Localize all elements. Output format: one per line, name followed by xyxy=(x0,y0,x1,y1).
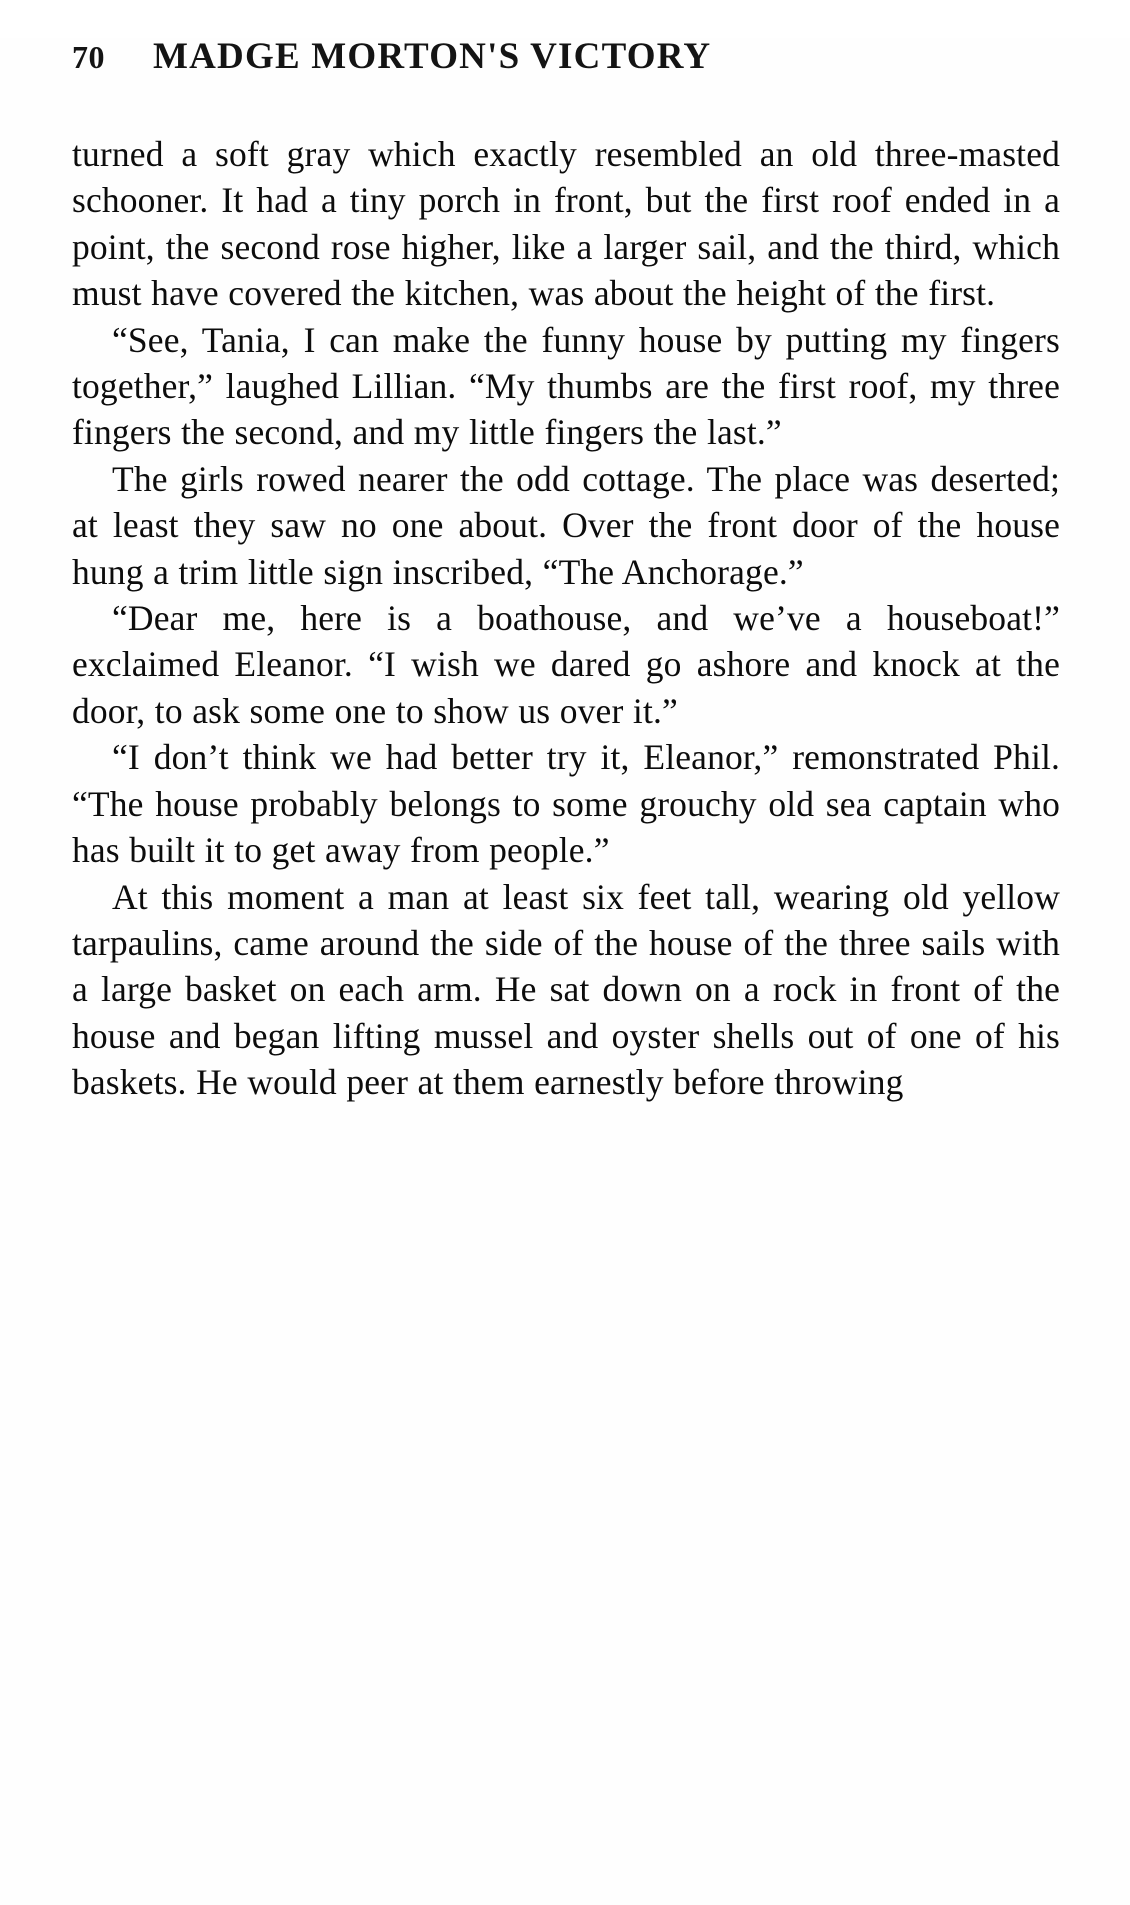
paragraph: At this moment a man at least six feet tall, wearing old yellow tarpaulins, came around the side of the house of the three sails with a large basket on each arm. He sat down on a rock in front of the house and began lifting mussel and oyster shells out of one of his baskets. He would peer at them earnestly before throwing xyxy=(72,876,1060,1103)
running-head-title: MADGE MORTON'S VICTORY xyxy=(153,36,712,77)
paragraph: “Dear me, here is a boathouse, and we’ve a houseboat!” exclaimed Eleanor. “I wish we dared go ashore and knock at the door, to ask some one to show us over it.” xyxy=(72,598,1060,731)
paragraph: “I don’t think we had better try it, Eleanor,” remonstrated Phil. “The house probably belongs to some grouchy old sea captain who has built it to get away from people.” xyxy=(72,737,1060,871)
paragraph: turned a soft gray which exactly resembled an old three-masted schooner. It had a tiny porch in front, but the first roof ended in a point, the second rose higher, like a larger sail, and the third, which must have covered the kitchen, was about the height of the first. xyxy=(72,134,1060,314)
paragraph: “See, Tania, I can make the funny house by putting my fingers together,” laughed Lillian. “My thumbs are the first roof, my three fingers the second, and my little fingers the last.” xyxy=(72,319,1060,453)
book-page xyxy=(0,38,1130,1905)
page-number: 70 xyxy=(72,39,105,75)
page-header xyxy=(0,38,1130,75)
paragraph: The girls rowed nearer the odd cottage. The place was deserted; at least they saw no one about. Over the front door of the house hung a trim little sign inscribed, “The Anchorage.” xyxy=(72,458,1060,592)
body-text xyxy=(0,131,1130,1106)
